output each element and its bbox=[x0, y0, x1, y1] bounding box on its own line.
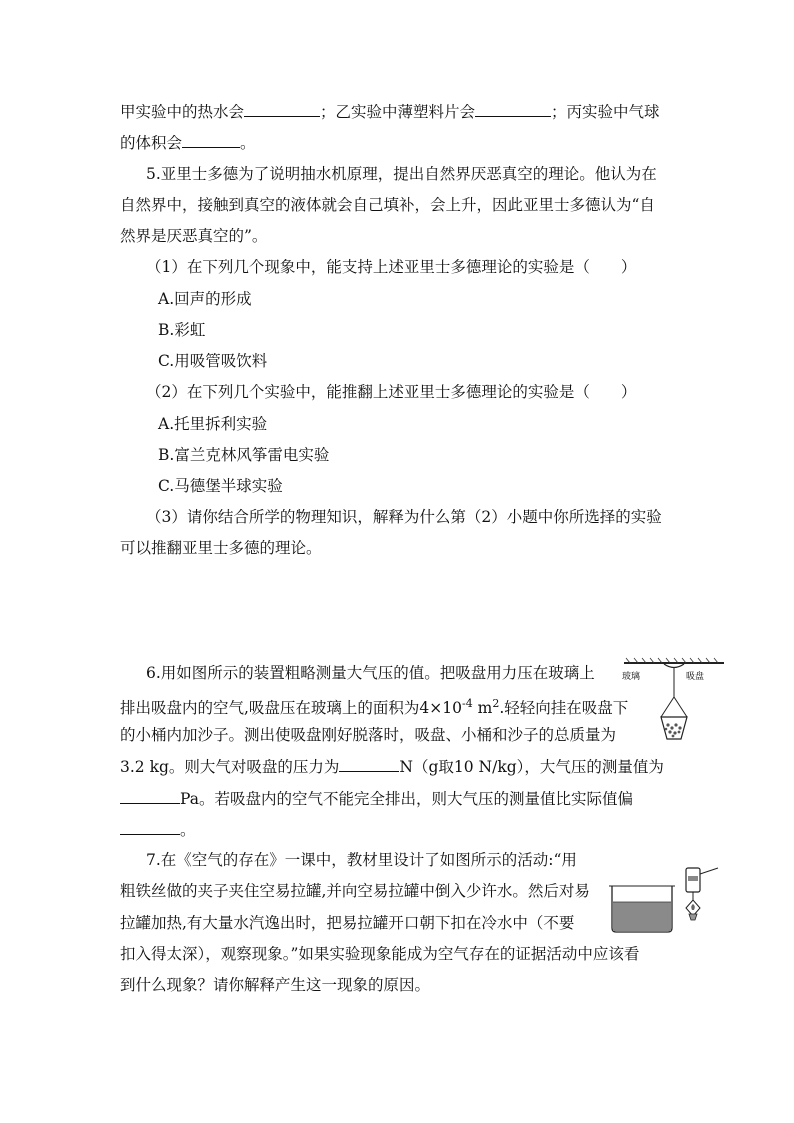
q5-sub2-option-c[interactable]: C.马德堡半球实验 bbox=[158, 477, 283, 495]
suction-cup-figure bbox=[620, 655, 728, 750]
q5-sub3-line2: 可以推翻亚里士多德的理论。 bbox=[120, 539, 322, 557]
q7-line5: 到什么现象？请你解释产生这一现象的原因。 bbox=[120, 976, 431, 994]
suction-cup-label: 吸盘 bbox=[686, 672, 705, 682]
answer-blank[interactable] bbox=[475, 102, 551, 117]
q6-line6 bbox=[120, 820, 196, 840]
q7-line1: 7.在《空气的存在》一课中，教材里设计了如图所示的活动:“用 bbox=[146, 851, 577, 869]
q5-sub2-option-b[interactable]: B.富兰克林风筝雷电实验 bbox=[158, 446, 330, 464]
can-experiment-figure bbox=[606, 862, 724, 934]
text: .轻轻向挂在吸盘下 bbox=[499, 699, 629, 718]
superscript: 2 bbox=[492, 697, 500, 710]
text: 排出吸盘内的空气,吸盘压在玻璃上的面积为4×10 bbox=[120, 699, 463, 718]
q7-line4: 扣入得太深），观察现象。”如果实验现象能成为空气存在的证据活动中应该看 bbox=[120, 945, 640, 963]
text: 。 bbox=[180, 821, 196, 839]
q5-sub1-option-b[interactable]: B.彩虹 bbox=[158, 321, 206, 339]
q5-sub1: （1）在下列几个现象中，能支持上述亚里士多德理论的实验是（ ） bbox=[146, 258, 637, 276]
q7-line3: 拉罐加热,有大量水汽逸出时，把易拉罐开口朝下扣在冷水中（不要 bbox=[120, 914, 575, 932]
q4-line1 bbox=[120, 102, 660, 122]
answer-blank[interactable] bbox=[120, 820, 180, 835]
q5-sub2-option-a[interactable]: A.托里拆利实验 bbox=[158, 415, 268, 433]
q7-line2: 粗铁丝做的夹子夹住空易拉罐,并向空易拉罐中倒入少许水。然后对易 bbox=[120, 882, 590, 900]
text: 甲实验中的热水会 bbox=[120, 103, 245, 121]
q4-line2 bbox=[120, 133, 256, 153]
q5-stem-line1: 5.亚里士多德为了说明抽水机原理，提出自然界厌恶真空的理论。他认为在 bbox=[146, 165, 657, 183]
q6-line1: 6.用如图所示的装置粗略测量大气压的值。把吸盘用力压在玻璃上 bbox=[146, 664, 595, 682]
q5-sub1-option-c[interactable]: C.用吸管吸饮料 bbox=[158, 352, 268, 370]
text: m bbox=[472, 699, 493, 718]
text: 的体积会 bbox=[120, 134, 183, 152]
q5-sub1-option-a[interactable]: A.回声的形成 bbox=[158, 290, 252, 308]
glass-label: 玻璃 bbox=[622, 672, 641, 682]
answer-blank[interactable] bbox=[182, 133, 240, 148]
text: 3.2 kg。则大气对吸盘的压力为 bbox=[120, 758, 340, 776]
text: ；丙实验中气球 bbox=[551, 103, 660, 121]
q6-line3: 的小桶内加沙子。测出使吸盘刚好脱落时，吸盘、小桶和沙子的总质量为 bbox=[120, 726, 617, 744]
superscript: -4 bbox=[462, 697, 473, 710]
answer-blank[interactable] bbox=[244, 102, 320, 117]
text: 。 bbox=[240, 134, 256, 152]
text: N（g取10 N/kg），大气压的测量值为 bbox=[399, 758, 664, 776]
q6-line5 bbox=[120, 789, 633, 809]
q6-line2 bbox=[120, 694, 628, 718]
q5-stem-line2: 自然界中，接触到真空的液体就会自己填补，会上升，因此亚里士多德认为“自 bbox=[120, 196, 655, 214]
text: ；乙实验中薄塑料片会 bbox=[320, 103, 476, 121]
q5-sub2: （2）在下列几个实验中，能推翻上述亚里士多德理论的实验是（ ） bbox=[146, 383, 637, 401]
q6-line4 bbox=[120, 757, 664, 777]
answer-blank[interactable] bbox=[120, 789, 180, 804]
text: Pa。若吸盘内的空气不能完全排出，则大气压的测量值比实际值偏 bbox=[180, 790, 633, 808]
q5-sub3-line1: （3）请你结合所学的物理知识，解释为什么第（2）小题中你所选择的实验 bbox=[146, 508, 662, 526]
answer-blank[interactable] bbox=[339, 757, 399, 772]
q5-stem-line3: 然界是厌恶真空的”。 bbox=[120, 227, 268, 245]
